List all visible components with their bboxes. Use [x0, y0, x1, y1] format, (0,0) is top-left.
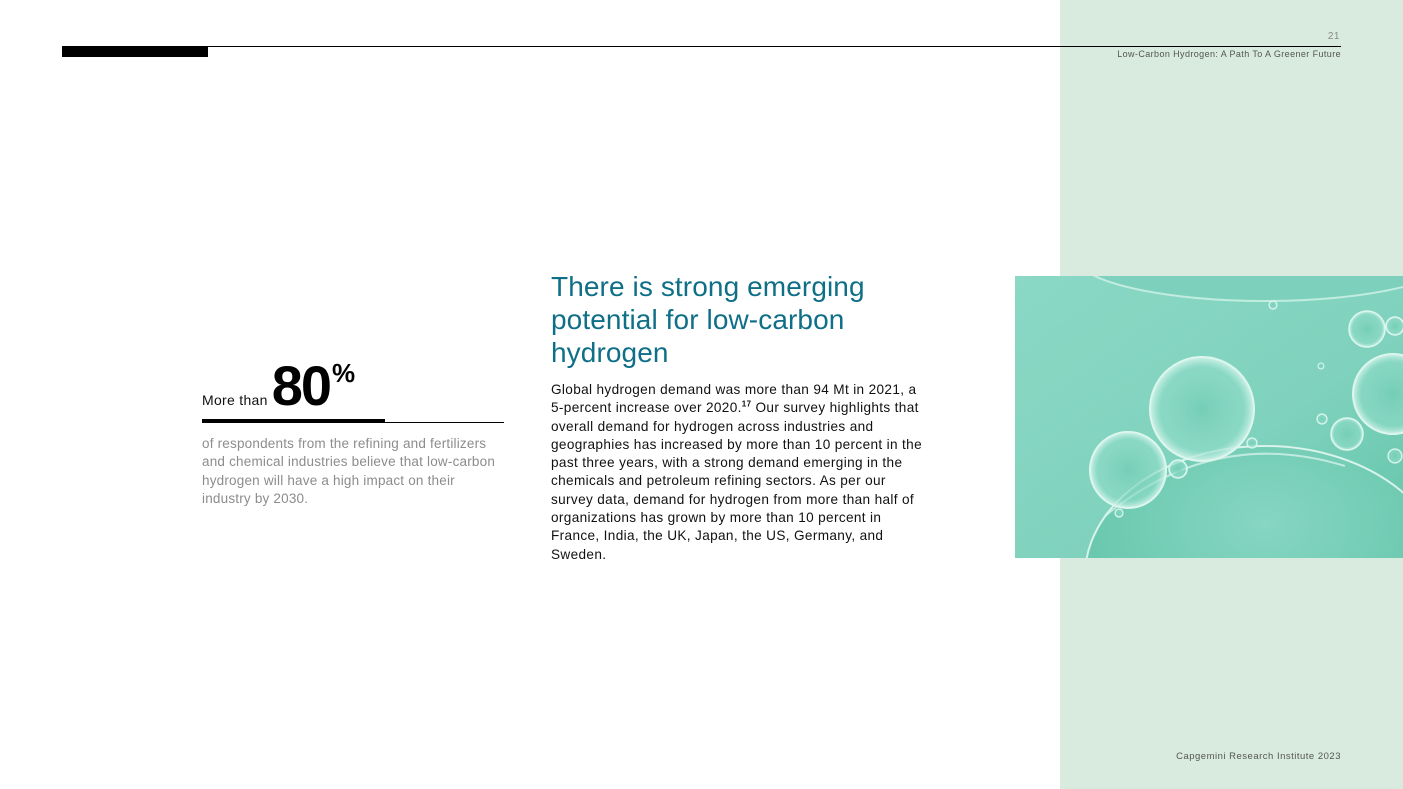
stat-figure: [202, 354, 504, 417]
bubble-tiny-7: [1388, 449, 1402, 463]
bubble-tiny-5: [1317, 414, 1327, 424]
bubbles-illustration: [1015, 276, 1403, 558]
article-body-part-1: Global hydrogen demand was more than 94 Mt in 2021, a 5-percent increase over 2020.: [551, 382, 917, 416]
bubble-tiny-upper-right: [1386, 317, 1403, 335]
article-body-part-2: Our survey highlights that overall demand for hydrogen across industries and geographies has increased by more than 10 percent in the past three years, with a strong demand emerging in the chemicals and petroleum refining sectors. As per our survey data, demand for hydrogen from more than half of organizations has grown by more than 10 percent in France, India, the UK, Japan, the US, Germany, and Sweden.: [551, 400, 922, 562]
footer-credit: Capgemini Research Institute 2023: [1176, 751, 1341, 762]
hydrogen-bubbles-image: [1015, 276, 1403, 558]
footnote-reference: 17: [741, 399, 752, 409]
bubble-small-right: [1331, 418, 1363, 450]
bubble-left: [1090, 432, 1166, 508]
bubble-small-upper-right: [1349, 311, 1385, 347]
stat-underline: [202, 419, 504, 424]
stat-value: 80: [271, 354, 331, 417]
stat-underline-thick: [202, 419, 385, 423]
bubble-tiny-1: [1169, 460, 1187, 478]
article-headline: There is strong emerging potential for low-carbon hydrogen: [551, 271, 865, 368]
page-number: 21: [1327, 31, 1340, 42]
stat-prefix: More than: [202, 392, 268, 408]
bubble-tiny-2: [1247, 438, 1257, 448]
header-rule: [62, 46, 1341, 47]
article-section: [551, 270, 931, 564]
bubble-tiny-6: [1115, 509, 1123, 517]
bubble-large-center: [1150, 357, 1254, 461]
stat-unit: %: [332, 358, 356, 388]
stat-callout: [202, 356, 504, 509]
article-body: [551, 381, 931, 564]
bubble-tiny-4: [1318, 363, 1324, 369]
stat-caption: of respondents from the refining and fertilizers and chemical industries believe that low-carbon hydrogen will have a high impact on their industry by 2030.: [202, 436, 496, 507]
header-accent-bar: [62, 46, 208, 57]
bubble-tiny-3: [1269, 301, 1277, 309]
document-title: Low-Carbon Hydrogen: A Path To A Greener Future: [1117, 49, 1341, 59]
